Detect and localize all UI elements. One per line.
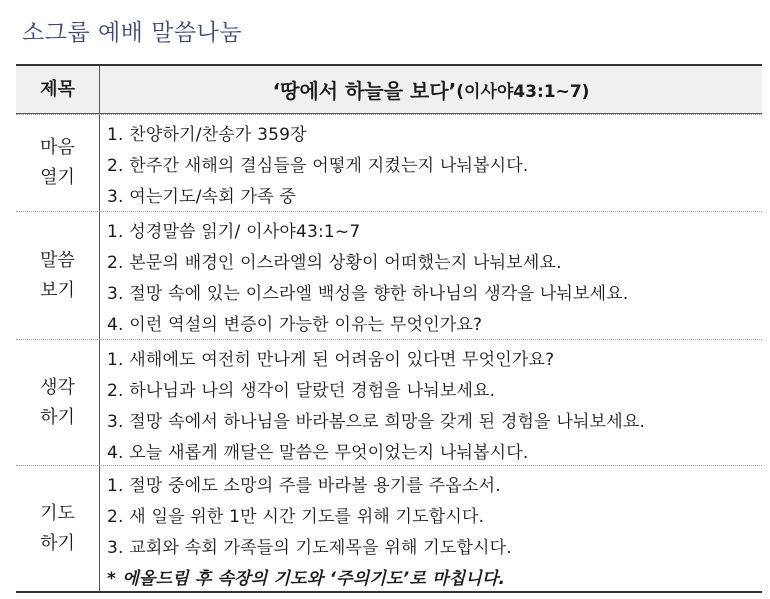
list-item: 2. 본문의 배경인 이스라엘의 상황이 어떠했는지 나눠보세요. xyxy=(107,253,562,273)
list-item: 1. 성경말씀 읽기/ 이사야43:1~7 xyxy=(107,222,361,242)
section-label-line2: 하기 xyxy=(40,406,75,428)
section-label-line2: 보기 xyxy=(40,279,75,301)
section-row-prayer xyxy=(16,465,762,591)
section-label-line1: 기도 xyxy=(40,502,75,524)
list-item: 2. 새 일을 위한 1만 시간 기도를 위해 기도합시다. xyxy=(107,507,485,527)
section-label xyxy=(16,115,100,211)
section-row-open-heart xyxy=(16,114,762,211)
closing-note: * 에올드림 후 속장의 기도와 ‘주의기도’로 마칩니다. xyxy=(107,569,506,589)
discussion-table xyxy=(16,64,762,593)
list-item: 1. 절망 중에도 소망의 주를 바라볼 용기를 주옵소서. xyxy=(107,476,501,496)
header-label: 제목 xyxy=(16,66,100,113)
list-item: 3. 절망 속에서 하나님을 바라봄으로 희망을 갖게 된 경험을 나눠보세요. xyxy=(107,412,646,432)
list-item: 2. 하나님과 나의 생각이 달랐던 경험을 나눠보세요. xyxy=(107,381,496,401)
section-row-reflect xyxy=(16,339,762,465)
section-label xyxy=(16,212,100,339)
section-items xyxy=(100,115,762,211)
section-label xyxy=(16,466,100,591)
list-item: 4. 이런 역설의 변증이 가능한 이유는 무엇인가요? xyxy=(107,315,483,335)
section-items xyxy=(100,212,762,339)
page-title: 소그룹 예배 말씀나눔 xyxy=(22,20,243,46)
list-item: 1. 찬양하기/찬송가 359장 xyxy=(107,125,307,145)
list-item: 3. 절망 속에 있는 이스라엘 백성을 향한 하나님의 생각을 나눠보세요. xyxy=(107,284,629,304)
section-row-word xyxy=(16,211,762,339)
section-label xyxy=(16,340,100,465)
section-label-line1: 생각 xyxy=(40,376,75,398)
list-item: 4. 오늘 새롭게 깨달은 말씀은 무엇이었는지 나눠봅시다. xyxy=(107,443,529,463)
sermon-title-text: ‘땅에서 하늘을 보다’ xyxy=(272,79,457,103)
section-items xyxy=(100,466,762,591)
sermon-title xyxy=(100,66,762,113)
list-item: 3. 여는기도/속회 가족 중 xyxy=(107,187,296,207)
list-item: 3. 교회와 속회 가족들의 기도제목을 위해 기도합시다. xyxy=(107,538,512,558)
list-item: 1. 새해에도 여전히 만나게 된 어려움이 있다면 무엇인가요? xyxy=(107,350,555,370)
section-label-line1: 말씀 xyxy=(40,249,75,271)
section-label-line2: 열기 xyxy=(40,167,75,188)
section-label-line1: 마음 xyxy=(40,137,75,158)
list-item: 2. 한주간 새해의 결심들을 어떻게 지켰는지 나눠봅시다. xyxy=(107,156,529,176)
section-label-line2: 하기 xyxy=(40,532,75,554)
table-header-row xyxy=(16,66,762,114)
scripture-reference: (이사야43:1~7) xyxy=(456,82,590,102)
section-items xyxy=(100,340,762,465)
